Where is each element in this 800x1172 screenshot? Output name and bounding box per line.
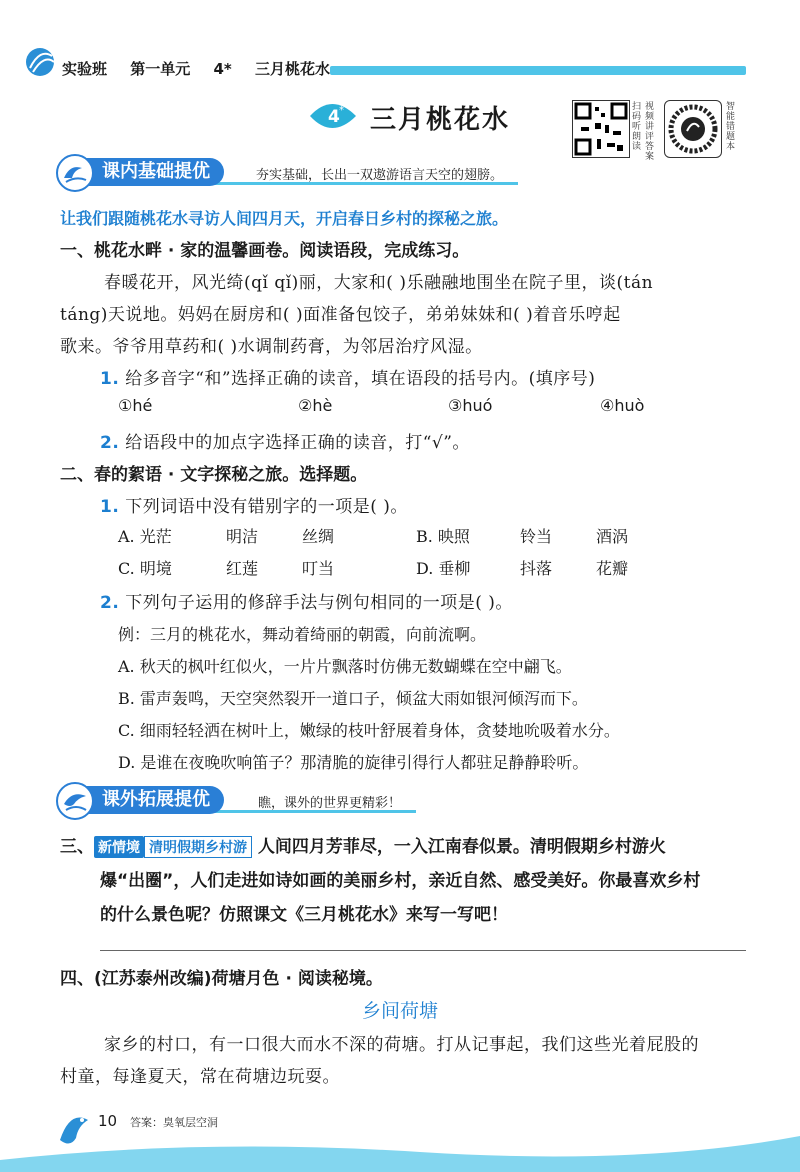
choice-2[interactable]: ②hè bbox=[298, 396, 333, 415]
q2-option-d[interactable]: D. 是谁在夜晚吹响笛子？那清脆的旋律引得行人都驻足静静聆听。 bbox=[118, 753, 589, 772]
q2-opt-a[interactable]: A. 光茫 bbox=[118, 527, 172, 546]
q3-line-1: 三、 新情境 清明假期乡村游 人间四月芳菲尽，一入江南春似景。清明假期乡村游火 bbox=[60, 837, 666, 857]
article-line-1: 家乡的村口，有一口很大而水不深的荷塘。打从记事起，我们这些光着屁股的 bbox=[104, 1035, 699, 1055]
q2-word: 抖落 bbox=[520, 559, 553, 578]
intro-line: 让我们跟随桃花水寻访人间四月天，开启春日乡村的探秘之旅。 bbox=[60, 209, 509, 228]
svg-text:*: * bbox=[339, 105, 344, 116]
svg-text:4: 4 bbox=[328, 107, 340, 127]
section2-subtitle: 瞧，课外的世界更精彩！ bbox=[258, 796, 402, 811]
q2-word: 丝绸 bbox=[302, 527, 335, 546]
q2-option-c[interactable]: C. 细雨轻轻洒在树叶上，嫩绿的枝叶舒展着身体，贪婪地吮吸着水分。 bbox=[118, 721, 620, 740]
q2-sub1: 1. 下列词语中没有错别字的一项是( )。 bbox=[100, 497, 408, 517]
header-lesson: 三月桃花水 bbox=[255, 60, 331, 78]
article-line-2: 村童，每逢夏天，常在荷塘边玩耍。 bbox=[60, 1067, 340, 1087]
q2-heading: 二、春的絮语 · 文字探秘之旅。选择题。 bbox=[60, 465, 368, 485]
header-lesson-no: 4* bbox=[213, 60, 232, 78]
header-class: 实验班 bbox=[62, 60, 108, 78]
q2-opt-b[interactable]: B. 映照 bbox=[416, 527, 470, 546]
lesson-number-badge bbox=[306, 98, 358, 134]
q3-line-2: 爆“出圈”，人们走进如诗如画的美丽乡村，亲近自然、感受美好。你最喜欢乡村 bbox=[100, 871, 701, 891]
header-rule bbox=[330, 66, 746, 75]
q1-heading: 一、桃花水畔 · 家的温馨画卷。阅读语段，完成练习。 bbox=[60, 241, 470, 261]
q1-sub2: 2. 给语段中的加点字选择正确的读音，打“√”。 bbox=[100, 433, 470, 453]
q2-word: 明洁 bbox=[226, 527, 259, 546]
answer-line[interactable] bbox=[100, 950, 746, 951]
q2-word: 叮当 bbox=[302, 559, 335, 578]
q2-sub2: 2. 下列句子运用的修辞手法与例句相同的一项是( )。 bbox=[100, 593, 513, 613]
context-topic-tag: 清明假期乡村游 bbox=[144, 836, 252, 858]
q1-sub1: 1. 给多音字“和”选择正确的读音，填在语段的括号内。(填序号) bbox=[100, 369, 596, 389]
page-number: 10 bbox=[98, 1112, 118, 1130]
q2-option-a[interactable]: A. 秋天的枫叶红似火，一片片飘落时仿佛无数蝴蝶在空中翩飞。 bbox=[118, 657, 572, 676]
q1-passage-line-3: 歌来。爷爷用草药和( )水调制药膏，为邻居治疗风湿。 bbox=[60, 337, 483, 357]
q4-heading: 四、(江苏泰州改编)荷塘月色 · 阅读秘境。 bbox=[60, 969, 383, 989]
q2-word: 酒涡 bbox=[596, 527, 629, 546]
q2-word: 红莲 bbox=[226, 559, 259, 578]
q2-word: 铃当 bbox=[520, 527, 553, 546]
q2-example: 例：三月的桃花水，舞动着绮丽的朝霞，向前流啊。 bbox=[118, 625, 487, 644]
q1-passage-line-2: táng)天说地。妈妈在厨房和( )面准备包饺子，弟弟妹妹和( )着音乐哼起 bbox=[60, 305, 621, 325]
article-title: 乡间荷塘 bbox=[362, 1000, 439, 1022]
q2-opt-c[interactable]: C. 明境 bbox=[118, 559, 172, 578]
q1-passage-line-1: 春暖花开，风光绮(qǐ qǐ)丽，大家和( )乐融融地围坐在院子里，谈(tán bbox=[104, 273, 654, 293]
q3-line-3: 的什么景色呢？仿照课文《三月桃花水》来写一写吧！ bbox=[100, 905, 508, 925]
qr-code-mistakes[interactable] bbox=[664, 100, 722, 158]
answer-note: 答案：臭氧层空洞 bbox=[130, 1116, 218, 1129]
running-header bbox=[62, 58, 348, 79]
q2-word: 花瓣 bbox=[596, 559, 629, 578]
section2-banner: 课外拓展提优 bbox=[62, 786, 224, 814]
choice-1[interactable]: ①hé bbox=[118, 396, 153, 415]
new-context-tag: 新情境 bbox=[94, 836, 144, 858]
q2-opt-d[interactable]: D. 垂柳 bbox=[416, 559, 471, 578]
wave-icon bbox=[56, 154, 94, 192]
footer-decoration bbox=[0, 1100, 800, 1172]
qr-code-audio[interactable] bbox=[572, 100, 630, 158]
qr-label-audio: 扫码听朗读 bbox=[632, 102, 642, 152]
section1-banner: 课内基础提优 bbox=[62, 158, 224, 186]
qr-label-mistakes: 智能错题本 bbox=[726, 102, 736, 152]
choice-3[interactable]: ③huó bbox=[448, 396, 493, 415]
lesson-title: 三月桃花水 bbox=[370, 105, 511, 135]
choice-4[interactable]: ④huò bbox=[600, 396, 645, 415]
section1-subtitle: 夯实基础，长出一双遨游语言天空的翅膀。 bbox=[256, 168, 504, 183]
header-unit: 第一单元 bbox=[130, 60, 191, 78]
qr-label-video: 视频讲评答案 bbox=[645, 102, 655, 162]
dolphin-icon bbox=[56, 782, 94, 820]
q2-option-b[interactable]: B. 雷声轰鸣，天空突然裂开一道口子，倾盆大雨如银河倾泻而下。 bbox=[118, 689, 588, 708]
